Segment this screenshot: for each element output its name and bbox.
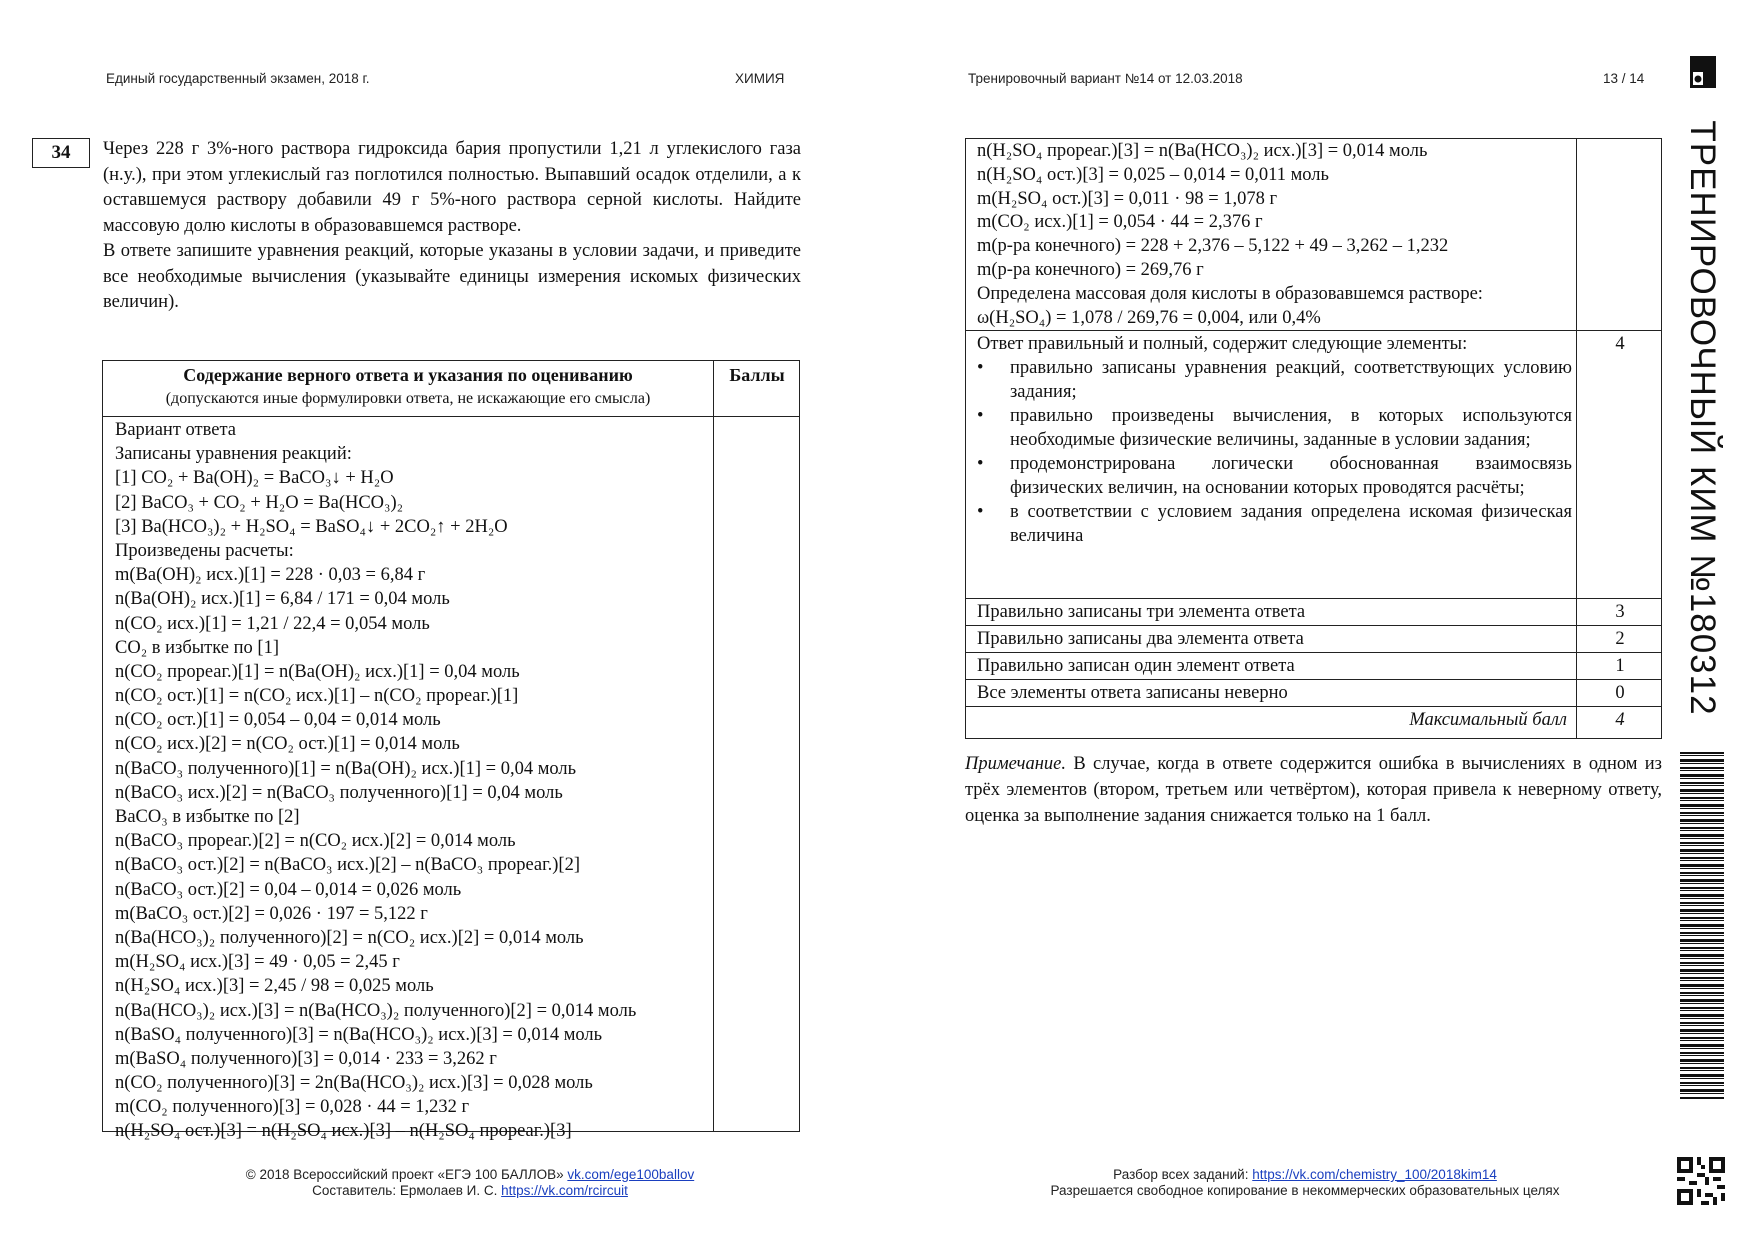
qr-code-icon	[1677, 1157, 1725, 1205]
solution-line: ω(H₂SO₄) = 1,078 / 269,76 = 0,004, или 0,4%	[977, 307, 1321, 328]
footer-right	[1000, 1167, 1610, 1199]
barcode-icon	[1680, 752, 1724, 1100]
solution-line: n(BaCO₃ исх.)[2] = n(BaCO₃ полученного)[1] = 0,04 моль	[115, 782, 563, 803]
solution-line: n(CO₂ ост.)[1] = n(CO₂ исх.)[1] – n(CO₂ прореаг.)[1]	[115, 686, 519, 707]
solution-line: Произведены расчеты:	[115, 540, 294, 561]
solution-line: n(H₂SO₄ ост.)[3] = 0,025 – 0,014 = 0,011 моль	[977, 164, 1329, 185]
solution-line: CO₂ в избытке по [1]	[115, 637, 279, 658]
footer-author: Составитель: Ермолаев И. С.	[312, 1183, 498, 1198]
corner-mark-icon	[1690, 56, 1716, 88]
answer-solution-continued	[977, 140, 1572, 330]
solution-line: [1] CO₂ + Ba(OH)₂ = BaCO₃↓ + H₂O	[115, 468, 394, 489]
criteria-row-points: 3	[1615, 602, 1625, 622]
side-label	[1672, 120, 1732, 716]
solution-line: BaCO₃ в избытке по [2]	[115, 807, 300, 827]
solution-line: n(BaCO₃ прореаг.)[2] = n(CO₂ исх.)[2] = 0,014 моль	[115, 831, 516, 852]
solution-line: [2] BaCO₃ + CO₂ + H₂O = Ba(HCO₃)₂	[115, 492, 404, 513]
task-instruction: В ответе запишите уравнения реакций, которые указаны в условии задачи, и приведите все необходимые вычисления (указывайте единицы измерения искомых физических величин).	[103, 241, 801, 312]
solution-line: Вариант ответа	[115, 420, 236, 440]
criteria-row-text: Правильно записаны два элемента ответа	[977, 629, 1304, 649]
solution-line: m(H₂SO₄ исх.)[3] = 49 · 0,05 = 2,45 г	[115, 952, 400, 973]
footer-link-author[interactable]: https://vk.com/rcircuit	[501, 1183, 628, 1198]
solution-line: n(CO₂ прореаг.)[1] = n(Ba(OH)₂ исх.)[1] = 0,04 моль	[115, 661, 520, 682]
solution-line: n(H₂SO₄ исх.)[3] = 2,45 / 98 = 0,025 моль	[115, 976, 434, 997]
footer-left	[170, 1167, 770, 1199]
note-text: В случае, когда в ответе содержится ошибка в вычислениях в одном из трёх элементов (втором, третьем или четвёртом), которая привела к неверному ответу, оценка за выполнение задания снижается только на 1 балл.	[965, 754, 1662, 826]
task-condition: Через 228 г 3%-ного раствора гидроксида бария пропустили 1,21 л углекислого газа (н.у.), при этом углекислый газ поглотился полностью. Выпавший осадок отделили, а к оставшемуся раствору добавили 49 г 5%-ного раствора серной кислоты. Найдите массовую долю кислоты в образовавшемся растворе.	[103, 139, 801, 236]
table-header-points: Баллы	[729, 365, 785, 385]
criteria-list	[977, 356, 1572, 548]
max-score-label: Максимальный балл	[1409, 710, 1567, 730]
footer-analysis-label: Разбор всех заданий:	[1113, 1167, 1249, 1182]
solution-line: Определена массовая доля кислоты в образовавшемся растворе:	[977, 283, 1483, 304]
solution-line: m(CO₂ полученного)[3] = 0,028 · 44 = 1,232 г	[115, 1097, 470, 1118]
solution-line: n(Ba(OH)₂ исх.)[1] = 6,84 / 171 = 0,04 моль	[115, 589, 450, 610]
solution-line: n(H₂SO₄ прореаг.)[3] = n(Ba(HCO₃)₂ исх.)[3] = 0,014 моль	[977, 141, 1428, 161]
solution-line: m(CO₂ исх.)[1] = 0,054 · 44 = 2,376 г	[977, 212, 1263, 233]
answer-table	[102, 360, 800, 1142]
footer-link-analysis[interactable]: https://vk.com/chemistry_100/2018kim14	[1252, 1167, 1497, 1182]
solution-line: n(BaCO₃ полученного)[1] = n(Ba(OH)₂ исх.)[1] = 0,04 моль	[115, 758, 577, 779]
criteria-intro: Ответ правильный и полный, содержит следующие элементы:	[977, 334, 1468, 354]
note-label: Примечание.	[965, 754, 1066, 774]
solution-line: n(Ba(HCO₃)₂ исх.)[3] = n(Ba(HCO₃)₂ полученного)[2] = 0,014 моль	[115, 1000, 637, 1021]
solution-line: n(CO₂ полученного)[3] = 2n(Ba(HCO₃)₂ исх.)[3] = 0,028 моль	[115, 1073, 593, 1094]
header-variant: Тренировочный вариант №14 от 12.03.2018	[968, 71, 1243, 86]
solution-line: n(CO₂ исх.)[2] = n(CO₂ ост.)[1] = 0,014 моль	[115, 734, 460, 755]
side-label-text: ТРЕНИРОВОЧНЫЙ КИМ №180312	[1683, 120, 1722, 716]
answer-solution	[115, 418, 710, 1144]
solution-line: m(р-ра конечного) = 228 + 2,376 – 5,122 + 49 – 3,262 – 1,232	[977, 236, 1449, 257]
task-number: 34	[32, 138, 90, 168]
criteria-row-points: 1	[1615, 656, 1625, 676]
criteria-full-answer	[977, 332, 1572, 548]
header-subject: ХИМИЯ	[735, 71, 785, 86]
table-header-subtitle: (допускаются иные формулировки ответа, не искажающие его смысла)	[165, 390, 651, 407]
criteria-item: • правильно записаны уравнения реакций, соответствующих условию задания;	[977, 356, 1572, 404]
solution-line: n(CO₂ ост.)[1] = 0,054 – 0,04 = 0,014 моль	[115, 710, 441, 731]
criteria-item: • в соответствии с условием задания определена искомая физическая величина	[977, 500, 1572, 548]
solution-line: n(Ba(HCO₃)₂ полученного)[2] = n(CO₂ исх.)[2] = 0,014 моль	[115, 927, 584, 948]
criteria-row-points: 2	[1615, 629, 1625, 649]
table-header-content	[103, 363, 713, 411]
footer-link-vk-project[interactable]: vk.com/ege100ballov	[567, 1167, 695, 1182]
header-exam-title: Единый государственный экзамен, 2018 г.	[106, 71, 370, 86]
criteria-row-text: Все элементы ответа записаны неверно	[977, 683, 1288, 703]
solution-line: [3] Ba(HCO₃)₂ + H₂SO₄ = BaSO₄↓ + 2CO₂↑ + 2H₂O	[115, 516, 508, 537]
criteria-row-points: 0	[1615, 683, 1625, 703]
solution-line: n(BaCO₃ ост.)[2] = n(BaCO₃ исх.)[2] – n(BaCO₃ прореаг.)[2]	[115, 855, 580, 876]
solution-line: n(BaSO₄ полученного)[3] = n(Ba(HCO₃)₂ исх.)[3] = 0,014 моль	[115, 1024, 603, 1045]
scoring-note	[965, 751, 1662, 829]
criteria-item: • продемонстрирована логически обоснованная взаимосвязь физических величин, на основании которых проводятся расчёты;	[977, 452, 1572, 500]
solution-line: m(H₂SO₄ ост.)[3] = 0,011 · 98 = 1,078 г	[977, 188, 1278, 209]
solution-line: m(BaSO₄ полученного)[3] = 0,014 · 233 = 3,262 г	[115, 1048, 497, 1069]
solution-line: n(H₂SO₄ ост.)[3] = n(H₂SO₄ исх.)[3] – n(H₂SO₄ прореаг.)[3]	[115, 1121, 572, 1142]
solution-line: m(р-ра конечного) = 269,76 г	[977, 259, 1204, 280]
solution-line: m(Ba(OH)₂ исх.)[1] = 228 · 0,03 = 6,84 г	[115, 565, 426, 586]
table-header-title: Содержание верного ответа и указания по оцениванию	[183, 365, 633, 385]
criteria-item: • правильно произведены вычисления, в которых используются необходимые физические величины, заданные в условии задания;	[977, 404, 1572, 452]
footer-copyright: © 2018 Всероссийский проект «ЕГЭ 100 БАЛЛОВ»	[245, 1167, 564, 1182]
task-statement	[103, 137, 801, 316]
criteria-row-text: Правильно записаны три элемента ответа	[977, 602, 1306, 622]
header-page-number: 13 / 14	[1603, 71, 1645, 86]
solution-line: Записаны уравнения реакций:	[115, 444, 352, 465]
solution-line: m(BaCO₃ ост.)[2] = 0,026 · 197 = 5,122 г	[115, 903, 428, 924]
solution-line: n(CO₂ исх.)[1] = 1,21 / 22,4 = 0,054 моль	[115, 613, 430, 634]
criteria-points: 4	[1615, 334, 1625, 354]
solution-line: n(BaCO₃ ост.)[2] = 0,04 – 0,014 = 0,026 моль	[115, 879, 462, 900]
answer-table-continuation	[965, 138, 1662, 739]
max-score-value: 4	[1615, 710, 1625, 730]
footer-license: Разрешается свободное копирование в некоммерческих образовательных целях	[1050, 1183, 1560, 1198]
criteria-row-text: Правильно записан один элемент ответа	[977, 656, 1295, 676]
